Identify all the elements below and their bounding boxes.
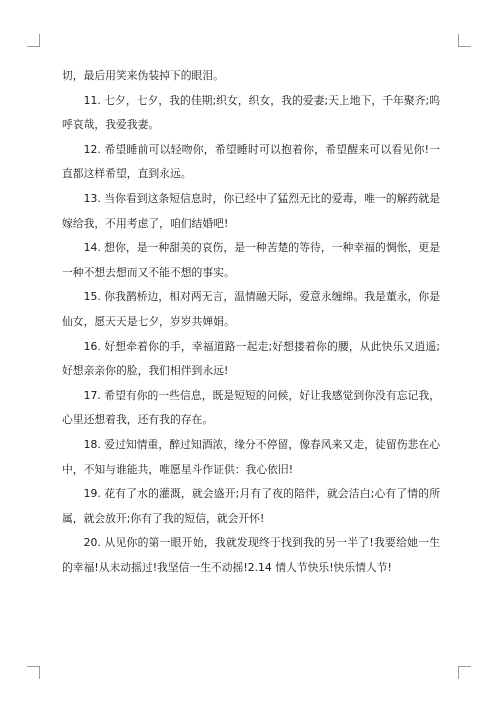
paragraph-19: 19. 花有了水的灌溉，就会盛开;月有了夜的陪伴，就会洁白;心有了情的所属，就会放开;你有了我的短信，就会开怀! xyxy=(62,487,440,525)
paragraph-16: 16. 好想牵着你的手，幸福道路一起走;好想搂着你的腰，从此快乐又逍遥;好想亲亲你的脸，我们相伴到永远! xyxy=(62,339,440,378)
paragraph-17: 17. 希望有你的一些信息，既是短短的问候，好让我感觉到你没有忘记我，心里还想着我，还有我的存在。 xyxy=(62,388,440,427)
paragraph-continuation: 切，最后用笑来伪装掉下的眼泪。 xyxy=(62,69,224,82)
document-body xyxy=(62,64,440,580)
paragraph-13: 13. 当你看到这条短信息时，你已经中了猛烈无比的爱毒，唯一的解药就是嫁给我，不用考虑了，咱们结婚吧! xyxy=(62,191,440,230)
crop-mark-bottom-right xyxy=(458,666,471,679)
paragraph-20: 20. 从见你的第一眼开始，我就发现终于找到我的另一半了!我要给她一生的幸福!从未动摇过!我坚信一生不动摇!2.14 情人节快乐!快乐情人节! xyxy=(62,536,440,574)
paragraph-18: 18. 爱过知情重，醉过知酒浓，缘分不停留，像春风来又走，徒留伤悲在心中，不知与谁能共，唯愿星斗作证供：我心依旧! xyxy=(62,437,440,476)
crop-mark-bottom-left xyxy=(27,666,40,679)
crop-mark-top-right xyxy=(458,34,471,47)
paragraph-11: 11. 七夕，七夕，我的佳期;织女，织女，我的爱妻;天上地下，千年聚齐;呜呼哀哉，我爱我妻。 xyxy=(62,93,440,132)
paragraph-15: 15. 你我鹊桥边，相对两无言，温情融天际，爱意永缠绵。我是董永，你是仙女，愿天天是七夕，岁岁共婵娟。 xyxy=(62,290,440,328)
crop-mark-top-left xyxy=(27,34,40,47)
paragraph-14: 14. 想你，是一种甜美的哀伤，是一种苦楚的等待，一种幸福的惆怅，更是一种不想去想而又不能不想的事实。 xyxy=(62,241,440,279)
paragraph-12: 12. 希望睡前可以轻吻你，希望睡时可以抱着你，希望醒来可以看见你!一直都这样希望，直到永远。 xyxy=(62,142,440,181)
